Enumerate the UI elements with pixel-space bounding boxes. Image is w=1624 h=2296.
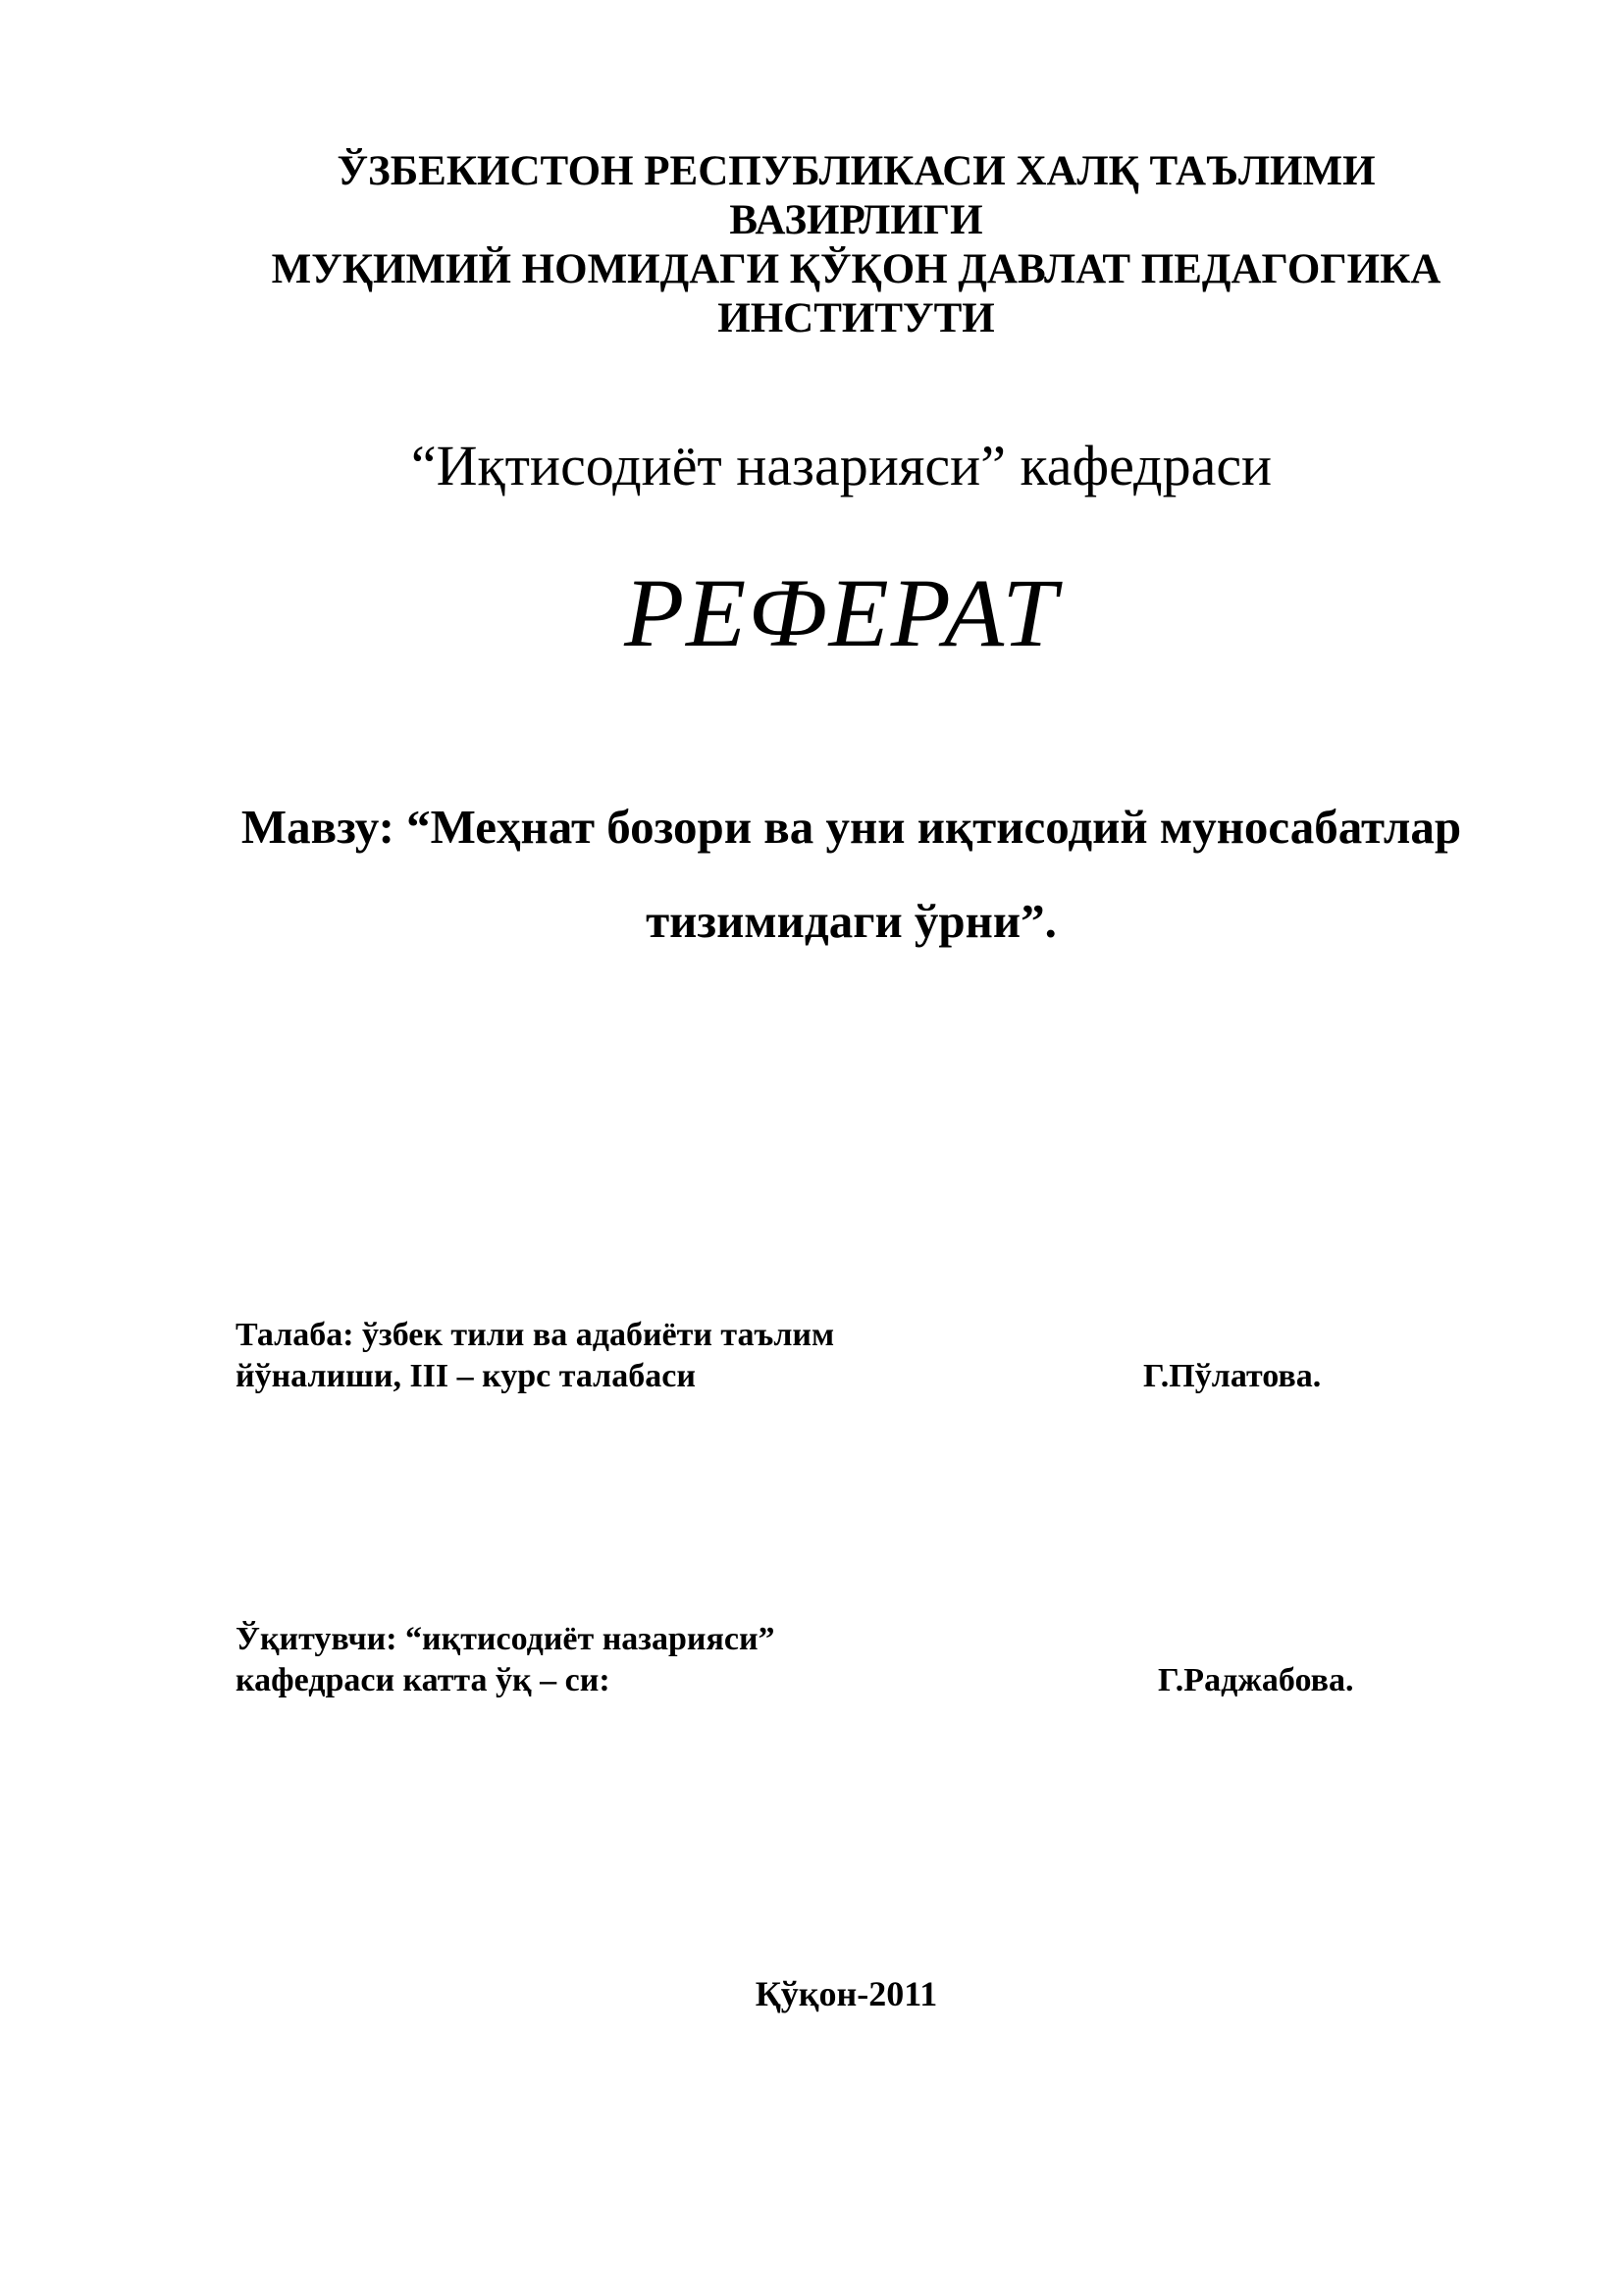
student-line-1: Талаба: ўзбек тили ва адабиёти таълим	[236, 1317, 835, 1353]
student-line-2: йўналиши, III – курс талабаси	[236, 1358, 696, 1394]
department-text: “Иқтисодиёт назарияси” кафедраси	[410, 434, 1273, 497]
department-title	[0, 432, 1624, 500]
header-line-2: ВАЗИРЛИГИ	[729, 197, 983, 243]
teacher-row-2	[236, 1660, 1433, 1701]
student-name: Г.Пўлатова.	[1143, 1358, 1322, 1394]
teacher-info	[236, 1619, 1433, 1701]
ministry-header	[0, 147, 1624, 343]
teacher-name: Г.Раджабова.	[1158, 1662, 1354, 1698]
teacher-line-2: кафедраси катта ўқ – си:	[236, 1662, 610, 1698]
topic-line-2: тизимидаги ўрни”.	[646, 894, 1057, 948]
place-year	[0, 1972, 1624, 2015]
header-line-1: ЎЗБЕКИСТОН РЕСПУБЛИКАСИ ХАЛҚ ТАЪЛИМИ	[337, 148, 1376, 194]
header-line-3: МУҚИМИЙ НОМИДАГИ ҚЎҚОН ДАВЛАТ ПЕДАГОГИКА	[271, 246, 1441, 292]
document-type	[0, 554, 1624, 672]
topic-line-1: Мавзу: “Меҳнат бозори ва уни иқтисодий муносабатлар	[240, 800, 1462, 854]
student-row-2	[236, 1356, 1433, 1397]
topic	[0, 780, 1624, 968]
header-line-4: ИНСТИТУТИ	[717, 295, 995, 341]
document-type-text: РЕФЕРАТ	[624, 558, 1059, 667]
place-year-text: Қўқон-2011	[755, 1974, 938, 2013]
teacher-line-1: Ўқитувчи: “иқтисодиёт назарияси”	[236, 1621, 775, 1657]
student-info	[236, 1315, 1433, 1397]
